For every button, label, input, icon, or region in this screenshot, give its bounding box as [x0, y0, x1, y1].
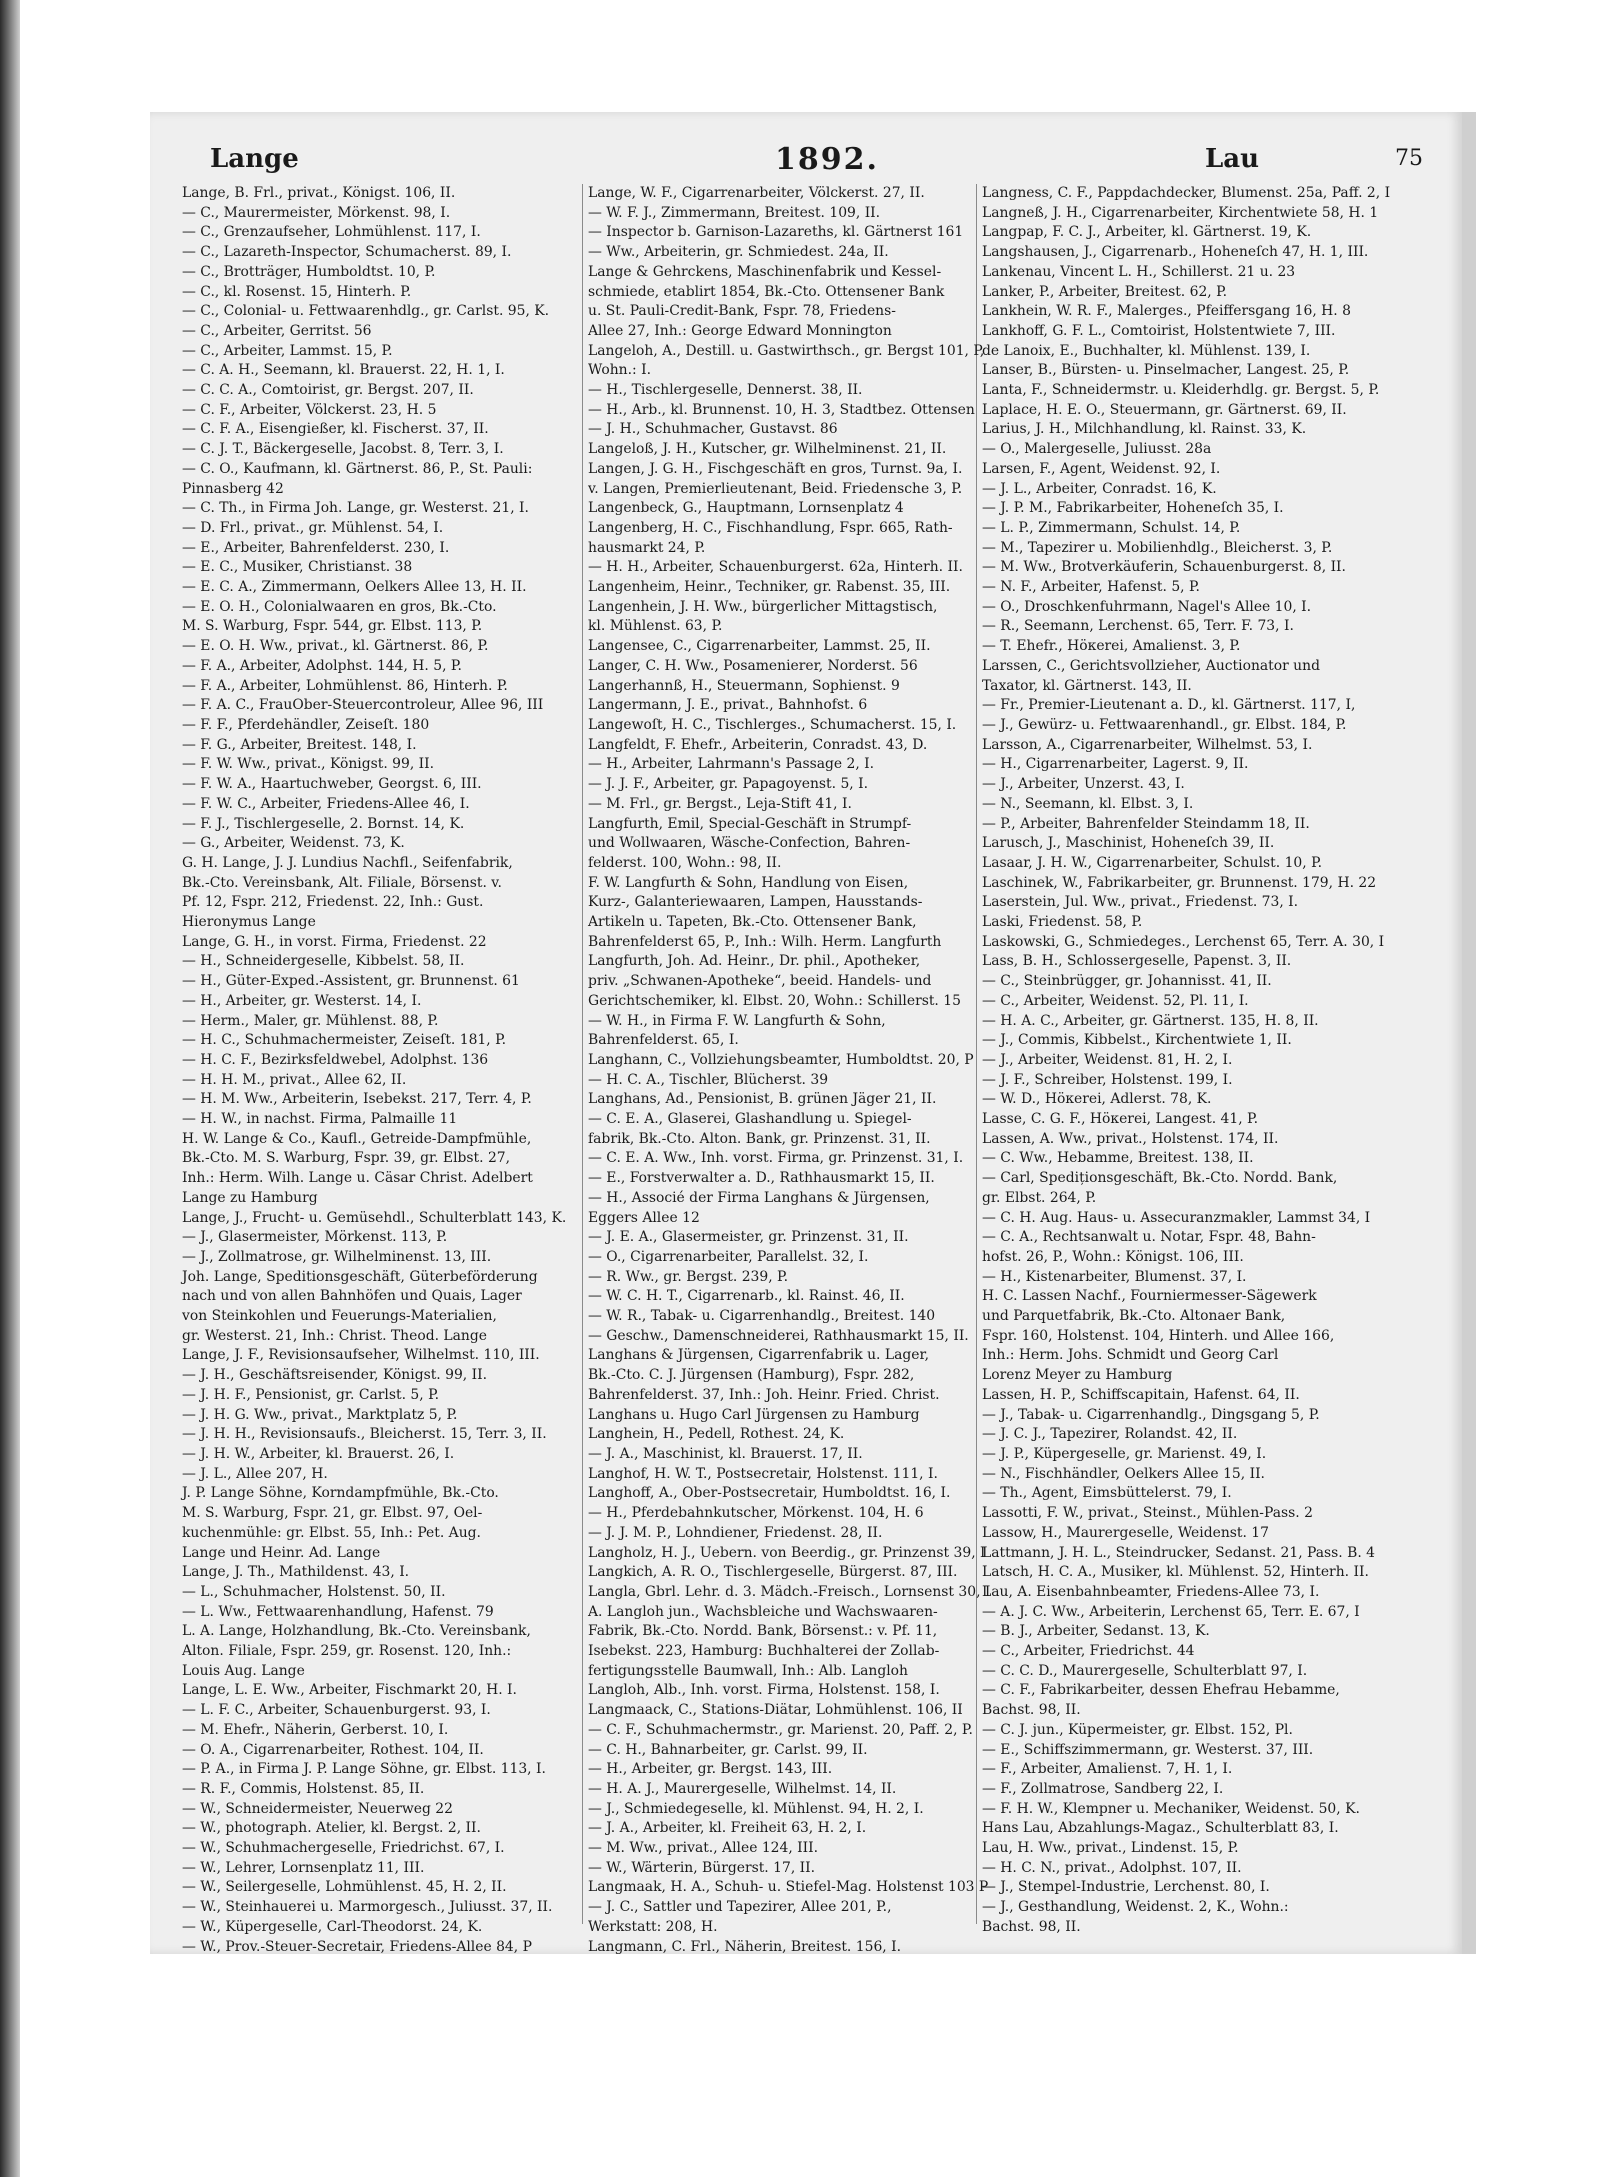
directory-entry-line: Langermann, J. E., privat., Bahnhofst. 6: [588, 697, 868, 714]
directory-entry-line: Langhans, Ad., Pensionist, B. grünen Jäger 21, II.: [588, 1091, 937, 1108]
directory-entry-line: — W. C. H. T., Cigarrenarb., kl. Rainst. 46, II.: [588, 1288, 905, 1305]
directory-entry-line: — J. H. W., Arbeiter, kl. Brauerst. 26, I.: [182, 1446, 455, 1462]
directory-entry-line: — C. Ww., Hebamme, Breitest. 138, II.: [982, 1150, 1254, 1167]
directory-entry-line: — J., Arbeiter, Unzerst. 43, I.: [982, 776, 1185, 793]
directory-entry-line: Wohn.: I.: [588, 362, 652, 379]
directory-entry-line: Langkich, A. R. O., Tischlergeselle, Bürgerst. 87, III.: [588, 1564, 958, 1581]
directory-entry-line: J. P. Lange Söhne, Korndampfmühle, Bk.-Cto.: [182, 1485, 499, 1502]
column-middle: [588, 184, 991, 1955]
directory-entry-line: — F. W. Ww., privat., Königst. 99, II.: [182, 756, 435, 773]
directory-entry-line: — F. G., Arbeiter, Breitest. 148, I.: [182, 736, 417, 753]
directory-entry-line: Lange, J. F., Revisionsaufseher, Wilhelmst. 110, III.: [182, 1347, 540, 1364]
directory-entry-line: — C., Arbeiter, Weidenst. 52, Pl. 11, I.: [982, 992, 1249, 1009]
directory-entry-line: — F. J., Tischlergeselle, 2. Bornst. 14, K.: [182, 815, 465, 832]
directory-entry-line: — J., Tabak- u. Cigarrenhandlg., Dingsgang 5, P.: [982, 1406, 1320, 1423]
directory-entry-line: — E. O. H. Ww., privat., kl. Gärtnerst. 86, P.: [182, 638, 489, 655]
directory-entry-line: Larsen, F., Agent, Weidenst. 92, I.: [982, 460, 1221, 477]
directory-entry-line: — W., Wärterin, Bürgerst. 17, II.: [588, 1859, 816, 1876]
directory-entry-line: — J. J. F., Arbeiter, gr. Papagoyenst. 5, I.: [588, 776, 869, 793]
directory-entry-line: — H., Tischlergeselle, Dennerst. 38, II.: [588, 382, 863, 399]
directory-entry-line: — J. H. H., Revisionsaufs., Bleicherst. 15, Terr. 3, II.: [182, 1426, 547, 1443]
directory-entry-line: Pf. 12, Fspr. 212, Friedenst. 22, Inh.: Gust.: [182, 894, 484, 911]
directory-entry-line: — C. A. H., Seemann, kl. Brauerst. 22, H. 1, I.: [182, 362, 505, 379]
directory-entry-line: Langewoſt, H. C., Tischlerges., Schumacherst. 15, I.: [588, 716, 957, 733]
directory-entry-line: — J. H., Geschäftsreisender, Königst. 99, II.: [182, 1367, 488, 1384]
directory-entry-line: — P., Arbeiter, Bahrenfelder Steindamm 18, II.: [982, 815, 1310, 832]
directory-entry-line: kl. Mühlenst. 63, P.: [588, 618, 723, 635]
directory-entry-line: Lattmann, J. H. L., Steindrucker, Sedanst. 21, Pass. B. 4: [982, 1544, 1375, 1561]
directory-entry-line: Werkstatt: 208, H.: [588, 1918, 718, 1935]
directory-entry-line: — J. P., Küpergeselle, gr. Marienst. 49, I.: [982, 1446, 1267, 1462]
directory-entry-line: — L. Ww., Fettwaarenhandlung, Hafenst. 79: [182, 1603, 494, 1620]
directory-entry-line: Langeloh, A., Destill. u. Gastwirthsch., gr. Bergst 101, P,: [588, 342, 985, 359]
directory-entry-line: — P. A., in Firma J. P. Lange Söhne, gr. Elbst. 113, I.: [182, 1761, 546, 1778]
directory-entry-line: Fspr. 160, Holstenst. 104, Hinterh. und Allee 166,: [982, 1327, 1335, 1344]
directory-entry-line: und Parquetfabrik, Bk.-Cto. Altonaer Bank,: [982, 1308, 1286, 1325]
directory-entry-line: — H., Arbeiter, gr. Bergst. 143, III.: [588, 1761, 833, 1778]
directory-entry-line: Lange, W. F., Cigarrenarbeiter, Völckerst. 27, II.: [588, 185, 925, 201]
scan-margin: [20, 0, 1600, 62]
directory-entry-line: — E. C., Musiker, Christianst. 38: [182, 559, 413, 576]
directory-entry-line: gr. Westerst. 21, Inh.: Christ. Theod. Lange: [182, 1327, 487, 1344]
directory-entry-line: — J., Schmiedegeselle, kl. Mühlenst. 94, H. 2, I.: [588, 1800, 924, 1817]
directory-entry-line: — C. Th., in Firma Joh. Lange, gr. Westerst. 21, I.: [182, 500, 529, 517]
directory-entry-line: Langenbeck, G., Hauptmann, Lornsenplatz 4: [588, 500, 904, 517]
directory-entry-line: — W., Prov.-Steuer-Secretair, Friedens-Allee 84, P: [182, 1938, 532, 1955]
directory-entry-line: — H., Pferdebahnkutscher, Mörkenst. 104, H. 6: [588, 1505, 924, 1522]
directory-entry-line: — H. M. Ww., Arbeiterin, Isebekst. 217, Terr. 4, P.: [182, 1091, 532, 1108]
page-header: [180, 142, 1423, 182]
directory-entry-line: Bahrenfelderst. 37, Inh.: Joh. Heinr. Fried. Christ.: [588, 1386, 940, 1403]
directory-entry-line: felderst. 100, Wohn.: 98, II.: [588, 854, 782, 871]
directory-entry-line: — H., Cigarrenarbeiter, Lagerst. 9, II.: [982, 756, 1249, 773]
directory-entry-line: — F., Zollmatrose, Sandberg 22, I.: [982, 1780, 1224, 1797]
directory-entry-line: M. S. Warburg, Fspr. 544, gr. Elbst. 113, P.: [182, 618, 483, 635]
directory-entry-line: Langfurth, Emil, Special-Geschäft in Strumpf-: [588, 815, 912, 832]
directory-entry-line: — H., Güter-Exped.-Assistent, gr. Brunnenst. 61: [182, 973, 520, 990]
directory-entry-line: priv. „Schwanen-Apotheke“, beeid. Handels- und: [588, 973, 932, 990]
directory-entry-line: Lanser, B., Bürsten- u. Pinselmacher, Langest. 25, P.: [982, 362, 1350, 379]
directory-entry-line: Gerichtschemiker, kl. Elbst. 20, Wohn.: Schillerst. 15: [588, 992, 961, 1009]
directory-entry-line: — J. H., Schuhmacher, Gustavst. 86: [588, 421, 838, 438]
directory-entry-line: — D. Frl., privat., gr. Mühlenst. 54, I.: [182, 519, 444, 536]
directory-entry-line: Langness, C. F., Pappdachdecker, Blumenst. 25a, Paff. 2, I: [982, 185, 1391, 201]
directory-entry-line: Eggers Allee 12: [588, 1209, 700, 1226]
directory-entry-line: — N., Fischhändler, Oelkers Allee 15, II.: [982, 1465, 1265, 1482]
directory-entry-line: — J. A., Arbeiter, kl. Freiheit 63, H. 2, I.: [588, 1820, 867, 1837]
directory-entry-line: v. Langen, Premierlieutenant, Beid. Friedensche 3, P.: [588, 480, 963, 497]
directory-entry-line: — H., Associé der Firma Langhans & Jürgensen,: [588, 1189, 930, 1206]
directory-entry-line: Langfeldt, F. Ehefr., Arbeiterin, Conradst. 43, D.: [588, 736, 928, 753]
directory-entry-line: — F. H. W., Klempner u. Mechaniker, Weidenst. 50, K.: [982, 1800, 1360, 1817]
directory-entry-line: Langer, C. H. Ww., Posamenierer, Norderst. 56: [588, 657, 918, 674]
directory-entry-line: — H. C., Schuhmachermeister, Zeiseſt. 181, P.: [182, 1032, 507, 1049]
directory-entry-line: — J. C., Sattler und Tapezirer, Allee 201, P.,: [588, 1899, 892, 1916]
directory-entry-line: — H. C. N., privat., Adolphst. 107, II.: [982, 1859, 1242, 1876]
directory-entry-line: — C., Grenzaufseher, Lohmühlenst. 117, I.: [182, 224, 481, 241]
directory-entry-line: — W., Schneidermeister, Neuerweg 22: [182, 1800, 453, 1817]
directory-entry-line: — R. Ww., gr. Bergst. 239, P.: [588, 1268, 788, 1285]
directory-entry-line: Langmann, C. Frl., Näherin, Breitest. 156, I.: [588, 1938, 902, 1955]
directory-entry-line: Larius, J. H., Milchhandlung, kl. Rainst. 33, K.: [982, 421, 1307, 438]
directory-entry-line: und Wollwaaren, Wäsche-Confection, Bahren-: [588, 835, 911, 852]
directory-entry-line: Lanta, F., Schneidermstr. u. Kleiderhdlg. gr. Bergst. 5, P.: [982, 382, 1380, 399]
directory-entry-line: Lange & Gehrckens, Maschinenfabrik und Kessel-: [588, 263, 942, 280]
directory-entry-line: — J. L., Arbeiter, Conradst. 16, K.: [982, 480, 1217, 497]
directory-entry-line: Langenheim, Heinr., Techniker, gr. Rabenst. 35, III.: [588, 579, 951, 596]
directory-entry-line: — C., Lazareth-Inspector, Schumacherst. 89, I.: [182, 244, 512, 261]
directory-entry-line: Louis Aug. Lange: [182, 1662, 305, 1679]
directory-entry-line: — C. F., Schuhmachermstr., gr. Marienst. 20, Paff. 2, P.: [588, 1721, 973, 1738]
directory-entry-line: — B. J., Arbeiter, Sedanst. 13, K.: [982, 1623, 1210, 1640]
directory-entry-line: Langpap, F. C. J., Arbeiter, kl. Gärtnerst. 19, K.: [982, 224, 1312, 241]
directory-entry-line: Lasaar, J. H. W., Cigarrenarbeiter, Schulst. 10, P.: [982, 854, 1323, 871]
directory-entry-line: Pinnasberg 42: [182, 480, 284, 497]
directory-entry-line: — E. O. H., Colonialwaaren en gros, Bk.-Cto.: [182, 598, 497, 615]
directory-entry-line: Lassen, A. Ww., privat., Holstenst. 174, II.: [982, 1130, 1279, 1147]
directory-entry-line: — E., Arbeiter, Bahrenfelderst. 230, I.: [182, 539, 450, 556]
directory-entry-line: Allee 27, Inh.: George Edward Monnington: [588, 322, 892, 339]
directory-entry-line: — C., Colonial- u. Fettwaarenhdlg., gr. Carlst. 95, K.: [182, 303, 550, 320]
directory-entry-line: — F. A., Arbeiter, Lohmühlenst. 86, Hinterh. P.: [182, 677, 508, 694]
directory-entry-line: Langhein, H., Pedell, Rothest. 24, K.: [588, 1426, 845, 1443]
directory-entry-line: — J. H. F., Pensionist, gr. Carlst. 5, P.: [182, 1386, 440, 1403]
directory-entry-line: — W. F. J., Zimmermann, Breitest. 109, II.: [588, 204, 881, 221]
directory-entry-line: — G., Arbeiter, Weidenst. 73, K.: [182, 835, 405, 852]
directory-entry-line: — O., Cigarrenarbeiter, Parallelst. 32, I.: [588, 1248, 869, 1265]
directory-entry-line: — H. W., in nachst. Firma, Palmaille 11: [182, 1111, 458, 1128]
directory-entry-line: kuchenmühle: gr. Elbst. 55, Inh.: Pet. Aug.: [182, 1524, 481, 1541]
directory-entry-line: — Ww., Arbeiterin, gr. Schmiedest. 24a, II.: [588, 244, 889, 261]
directory-entry-line: — Herm., Maler, gr. Mühlenst. 88, P.: [182, 1012, 439, 1029]
directory-entry-line: — W., Seilergeselle, Lohmühlenst. 45, H. 2, II.: [182, 1879, 507, 1896]
directory-entry-line: — W. H., in Firma F. W. Langfurth & Sohn,: [588, 1012, 886, 1029]
directory-entry-line: — C. C. D., Maurergeselle, Schulterblatt 97, I.: [982, 1662, 1308, 1679]
directory-entry-line: — H. A. J., Maurergeselle, Wilhelmst. 14, II.: [588, 1780, 897, 1797]
directory-entry-line: — C., Arbeiter, Gerritst. 56: [182, 322, 372, 339]
directory-entry-line: — W. D., Höкerei, Adlerst. 78, K.: [982, 1091, 1212, 1108]
directory-entry-line: — Carl, Spediționsgeschäft, Bk.-Cto. Nordd. Bank,: [982, 1170, 1338, 1187]
directory-entry-line: — J. F., Schreiber, Holstenst. 199, I.: [982, 1071, 1233, 1088]
directory-entry-line: — O. A., Cigarrenarbeiter, Rothest. 104, II.: [182, 1741, 484, 1758]
directory-entry-line: — J. J. M. P., Lohndiener, Friedenst. 28, II.: [588, 1524, 883, 1541]
directory-entry-line: gr. Elbst. 264, P.: [982, 1189, 1097, 1206]
page-number: 75: [1395, 146, 1423, 171]
directory-entry-line: F. W. Langfurth & Sohn, Handlung von Eisen,: [588, 874, 909, 891]
directory-entry-line: — Fr., Premier-Lieutenant a. D., kl. Gärtnerst. 117, I,: [982, 697, 1356, 714]
directory-entry-line: de Lanoix, E., Buchhalter, kl. Mühlenst. 139, I.: [982, 342, 1311, 359]
directory-entry-line: Langholz, H. J., Uebern. von Beerdig., gr. Prinzenst 39, I: [588, 1544, 986, 1561]
directory-entry-line: — C. J. jun., Küpermeister, gr. Elbst. 152, Pl.: [982, 1721, 1293, 1738]
directory-entry-line: — J., Commis, Kibbelst., Kirchentwiete 1, II.: [982, 1032, 1292, 1049]
directory-entry-line: Lasse, C. G. F., Höкerei, Langest. 41, P.: [982, 1111, 1258, 1128]
directory-entry-line: — C. E. A., Glaserei, Glashandlung u. Spiegel-: [588, 1111, 912, 1128]
directory-entry-line: — H., Arbeiter, Lahrmann's Passage 2, I.: [588, 756, 875, 773]
directory-entry-line: — J., Gesthandlung, Weidenst. 2, K., Wohn.:: [982, 1899, 1289, 1916]
directory-entry-line: Bachst. 98, II.: [982, 1918, 1081, 1935]
directory-entry-line: Inh.: Herm. Johs. Schmidt und Georg Carl: [982, 1347, 1279, 1364]
directory-entry-line: Alton. Filiale, Fspr. 259, gr. Rosenst. 120, Inh.:: [182, 1643, 512, 1660]
directory-entry-line: G. H. Lange, J. J. Lundius Nachfl., Seifenfabrik,: [182, 854, 513, 871]
directory-entry-line: — J. E. A., Glasermeister, gr. Prinzenst. 31, II.: [588, 1229, 909, 1246]
directory-entry-line: Lankenau, Vincent L. H., Schillerst. 21 u. 23: [982, 263, 1296, 280]
directory-entry-line: — Geschw., Damenschneiderei, Rathhausmarkt 15, II.: [588, 1327, 969, 1344]
directory-entry-line: Langhann, C., Vollziehungsbeamter, Humboldtst. 20, P: [588, 1051, 974, 1068]
directory-entry-line: — L. P., Zimmermann, Schulst. 14, P.: [982, 519, 1241, 536]
directory-entry-line: — J. L., Allee 207, H.: [182, 1465, 328, 1482]
directory-entry-line: Lassen, H. P., Schiffscapitain, Hafenst. 64, II.: [982, 1386, 1300, 1403]
directory-entry-line: — E. C. A., Zimmermann, Oelkers Allee 13, H. II.: [182, 579, 527, 596]
directory-entry-line: Bk.-Cto. M. S. Warburg, Fspr. 39, gr. Elbst. 27,: [182, 1150, 511, 1167]
directory-entry-line: Lange, J. Th., Mathildenst. 43, I.: [182, 1564, 410, 1581]
directory-entry-line: — F. F., Pferdehändler, Zeiseſt. 180: [182, 716, 430, 733]
directory-entry-line: Larsson, A., Cigarrenarbeiter, Wilhelmst. 53, I.: [982, 736, 1313, 753]
directory-entry-line: — H., Arb., kl. Brunnenst. 10, H. 3, Stadtbez. Ottensen: [588, 401, 975, 418]
directory-page: [150, 112, 1476, 1954]
directory-entry-line: — C. E. A. Ww., Inh. vorst. Firma, gr. Prinzenst. 31, I.: [588, 1150, 964, 1167]
directory-entry-line: — H., Arbeiter, gr. Westerst. 14, I.: [182, 992, 422, 1009]
directory-entry-line: Langla, Gbrl. Lehr. d. 3. Mädch.-Freisch., Lornsenst 30, I: [588, 1583, 991, 1600]
directory-entry-line: — C. H. Aug. Haus- u. Assecuranzmakler, Lammst 34, I: [982, 1209, 1371, 1226]
directory-entry-line: Hieronymus Lange: [182, 914, 316, 931]
directory-entry-line: — J., Arbeiter, Weidenst. 81, H. 2, I.: [982, 1051, 1233, 1068]
directory-entry-line: Lassow, H., Maurergeselle, Weidenst. 17: [982, 1524, 1269, 1541]
directory-entry-line: — C. J. T., Bäckergeselle, Jacobst. 8, Terr. 3, I.: [182, 441, 504, 458]
directory-entry-line: Hans Lau, Abzahlungs-Magaz., Schulterblatt 83, I.: [982, 1820, 1339, 1837]
directory-entry-line: Langneß, J. H., Cigarrenarbeiter, Kirchentwiete 58, H. 1: [982, 204, 1379, 221]
header-year: 1892.: [775, 142, 879, 177]
directory-entry-line: Lass, B. H., Schlossergeselle, Papenst. 3, II.: [982, 953, 1292, 970]
directory-entry-line: u. St. Pauli-Credit-Bank, Fspr. 78, Friedens-: [588, 303, 896, 320]
directory-entry-line: Lanker, P., Arbeiter, Breitest. 62, P.: [982, 283, 1228, 300]
directory-entry-line: Langensee, C., Cigarrenarbeiter, Lammst. 25, II.: [588, 638, 931, 655]
directory-entry-line: Bachst. 98, II.: [982, 1702, 1081, 1719]
header-right-keyword: Lau: [1205, 144, 1260, 174]
directory-entry-line: hofst. 26, P., Wohn.: Königst. 106, III.: [982, 1248, 1244, 1265]
directory-entry-line: — T. Ehefr., Höкerei, Amalienst. 3, P.: [982, 638, 1241, 655]
directory-entry-line: Taxator, kl. Gärtnerst. 143, II.: [982, 677, 1192, 694]
directory-entry-line: — H. H. M., privat., Allee 62, II.: [182, 1071, 407, 1088]
directory-entry-line: — J., Zollmatrose, gr. Wilhelminenst. 13, III.: [182, 1248, 492, 1265]
directory-entry-line: — E., Schiffszimmermann, gr. Westerst. 37, III.: [982, 1741, 1314, 1758]
directory-entry-line: Kurz-, Galanteriewaaren, Lampen, Hausstands-: [588, 894, 923, 911]
directory-entry-line: — H., Kistenarbeiter, Blumenst. 37, I.: [982, 1268, 1247, 1285]
directory-entry-line: — M. Ww., privat., Allee 124, III.: [588, 1840, 819, 1857]
directory-entry-line: — C. O., Kaufmann, kl. Gärtnerst. 86, P., St. Pauli:: [182, 460, 533, 477]
directory-entry-line: — H. A. C., Arbeiter, gr. Gärtnerst. 135, H. 8, II.: [982, 1012, 1319, 1029]
directory-entry-line: — J. C. J., Tapezirer, Rolandst. 42, II.: [982, 1426, 1238, 1443]
directory-entry-line: — M. Ehefr., Näherin, Gerberst. 10, I.: [182, 1721, 449, 1738]
directory-entry-line: H. C. Lassen Nachf., Fourniermesser-Sägewerk: [982, 1288, 1317, 1305]
directory-entry-line: — C. F. A., Eisengießer, kl. Fischerst. 37, II.: [182, 421, 489, 438]
directory-entry-line: Lau, H. Ww., privat., Lindenst. 15, P.: [982, 1840, 1239, 1857]
directory-entry-line: — J., Glasermeister, Mörkenst. 113, P.: [182, 1229, 448, 1246]
directory-entry-line: Lange zu Hamburg: [182, 1189, 318, 1206]
directory-entry-line: — C. F., Arbeiter, Völckerst. 23, H. 5: [182, 401, 437, 418]
directory-entry-line: Langshausen, J., Cigarrenarb., Hoheneſch 47, H. 1, III.: [982, 244, 1369, 261]
directory-entry-line: Artikeln u. Tapeten, Bk.-Cto. Ottensener Bank,: [588, 914, 917, 931]
directory-entry-line: Laskowski, G., Schmiedeges., Lerchenst 65, Terr. A. 30, I: [982, 933, 1385, 950]
directory-entry-line: Langen, J. G. H., Fischgeschäft en gros, Turnst. 9a, I.: [588, 460, 963, 477]
directory-entry-line: Langmaak, H. A., Schuh- u. Stiefel-Mag. Holstenst 103 P: [588, 1879, 989, 1896]
directory-entry-line: — W., Küpergeselle, Carl-Theodorst. 24, K.: [182, 1918, 483, 1935]
directory-entry-line: — C. A., Rechtsanwalt u. Notar, Fspr. 48, Bahn-: [982, 1229, 1316, 1246]
directory-entry-line: Langfurth, Joh. Ad. Heinr., Dr. phil., Apotheker,: [588, 953, 921, 970]
directory-entry-line: — C., Arbeiter, Lammst. 15, P.: [182, 342, 393, 359]
directory-entry-line: Lange, L. E. Ww., Arbeiter, Fischmarkt 20, H. I.: [182, 1682, 517, 1699]
directory-entry-line: — J., Gewürz- u. Fettwaarenhandl., gr. Elbst. 184, P.: [982, 716, 1347, 733]
directory-entry-line: — C. C. A., Comtoirist, gr. Bergst. 207, II.: [182, 382, 474, 399]
directory-entry-line: Langhans u. Hugo Carl Jürgensen zu Hamburg: [588, 1406, 920, 1423]
directory-entry-line: — H., Schneidergeselle, Kibbelst. 58, II.: [182, 953, 465, 970]
directory-entry-line: Lankhein, W. R. F., Malerges., Pfeiffersgang 16, H. 8: [982, 303, 1351, 320]
directory-entry-line: Lorenz Meyer zu Hamburg: [982, 1367, 1173, 1384]
directory-entry-line: — R. F., Commis, Holstenst. 85, II.: [182, 1780, 425, 1797]
directory-entry-line: Laschinek, W., Fabrikarbeiter, gr. Brunnenst. 179, H. 22: [982, 874, 1377, 891]
directory-entry-line: — C., kl. Rosenst. 15, Hinterh. P.: [182, 283, 412, 300]
directory-entry-line: Langhoff, A., Ober-Postsecretair, Humboldtst. 16, I.: [588, 1485, 951, 1502]
directory-entry-line: Laski, Friedenst. 58, P.: [982, 914, 1143, 931]
directory-entry-line: fertigungsstelle Baumwall, Inh.: Alb. Langloh: [588, 1662, 908, 1679]
directory-entry-line: Laserstein, Jul. Ww., privat., Friedenst. 73, I.: [982, 894, 1299, 911]
directory-entry-line: — M., Tapezirer u. Mobilienhdlg., Bleicherst. 3, P.: [982, 539, 1333, 556]
directory-entry-line: Lange, G. H., in vorst. Firma, Friedenst. 22: [182, 933, 487, 950]
directory-entry-line: — L., Schuhmacher, Holstenst. 50, II.: [182, 1583, 446, 1600]
directory-entry-line: — J., Stempel-Industrie, Lerchenst. 80, I.: [982, 1879, 1270, 1896]
directory-entry-line: — W., Lehrer, Lornsenplatz 11, III.: [182, 1859, 425, 1876]
directory-entry-line: — Inspector b. Garnison-Lazareths, kl. Gärtnerst 161: [588, 224, 964, 241]
directory-entry-line: — F. A., Arbeiter, Adolphst. 144, H. 5, P.: [182, 657, 462, 674]
directory-entry-line: — L. F. C., Arbeiter, Schauenburgerst. 93, I.: [182, 1702, 491, 1719]
directory-entry-line: fabrik, Bk.-Cto. Alton. Bank, gr. Prinzenst. 31, II.: [588, 1130, 931, 1147]
directory-entry-line: Lange und Heinr. Ad. Lange: [182, 1544, 381, 1561]
directory-entry-line: Larusch, J., Maschinist, Hoheneſch 39, II.: [982, 835, 1275, 852]
directory-entry-line: — C., Brotträger, Humboldtst. 10, P.: [182, 263, 436, 280]
header-left-keyword: Lange: [210, 144, 299, 174]
directory-entry-line: hausmarkt 24, P.: [588, 539, 706, 556]
directory-entry-line: Langloh, Alb., Inh. vorst. Firma, Holstenst. 158, I.: [588, 1682, 940, 1699]
directory-entry-line: A. Langloh jun., Wachsbleiche und Wachswaaren-: [588, 1603, 938, 1620]
directory-entry-line: Fabrik, Bk.-Cto. Nordd. Bank, Börsenst.: v. Pf. 11,: [588, 1623, 938, 1640]
directory-entry-line: H. W. Lange & Co., Kaufl., Getreide-Dampfmühle,: [182, 1130, 532, 1147]
directory-entry-line: Langhans & Jürgensen, Cigarrenfabrik u. Lager,: [588, 1347, 930, 1364]
directory-entry-line: — R., Seemann, Lerchenst. 65, Terr. F. 73, I.: [982, 618, 1294, 635]
directory-entry-line: — O., Malergeselle, Juliusst. 28a: [982, 441, 1212, 458]
directory-entry-line: Larssen, C., Gerichtsvollzieher, Auctionator und: [982, 657, 1320, 674]
directory-entry-line: — M. Ww., Brotverkäuferin, Schauenburgerst. 8, II.: [982, 559, 1346, 576]
directory-entry-line: Langeloß, J. H., Kutscher, gr. Wilhelminenst. 21, II.: [588, 441, 947, 458]
directory-entry-line: — C., Steinbrügger, gr. Johannisst. 41, II.: [982, 973, 1272, 990]
directory-entry-line: — H. C. F., Bezirksfeldwebel, Adolphst. 136: [182, 1051, 489, 1068]
directory-entry-line: L. A. Lange, Holzhandlung, Bk.-Cto. Vereinsbank,: [182, 1623, 531, 1640]
directory-entry-line: — N., Seemann, kl. Elbst. 3, I.: [982, 795, 1194, 812]
directory-entry-line: — W. R., Tabak- u. Cigarrenhandlg., Breitest. 140: [588, 1308, 936, 1325]
directory-entry-line: nach und von allen Bahnhöfen und Quais, Lager: [182, 1288, 522, 1305]
directory-entry-line: — J. P. M., Fabrikarbeiter, Hoheneſch 35, I.: [982, 500, 1284, 517]
directory-entry-line: — F. W. A., Haartuchweber, Georgst. 6, III.: [182, 776, 482, 793]
directory-entry-line: Langenberg, H. C., Fischhandlung, Fspr. 665, Rath-: [588, 519, 953, 536]
directory-entry-line: Langmaack, C., Stations-Diätar, Lohmühlenst. 106, II: [588, 1702, 963, 1719]
directory-entry-line: Langerhannß, H., Steuermann, Sophienst. 9: [588, 677, 900, 694]
directory-entry-line: Inh.: Herm. Wilh. Lange u. Cäsar Christ. Adelbert: [182, 1170, 533, 1187]
directory-entry-line: Laplace, H. E. O., Steuermann, gr. Gärtnerst. 69, II.: [982, 401, 1347, 418]
directory-entry-line: — C., Maurermeister, Mörkenst. 98, I.: [182, 204, 451, 221]
scan-edge: [0, 0, 20, 2177]
directory-entry-line: Lange, J., Frucht- u. Gemüsehdl., Schulterblatt 143, K.: [182, 1209, 567, 1226]
directory-entry-line: Bk.-Cto. C. J. Jürgensen (Hamburg), Fspr. 282,: [588, 1367, 915, 1384]
directory-entry-line: — W., photograph. Atelier, kl. Bergst. 2, II.: [182, 1820, 481, 1837]
directory-entry-line: Lange, B. Frl., privat., Königst. 106, II.: [182, 185, 456, 201]
directory-entry-line: — C. F., Fabrikarbeiter, dessen Ehefrau Hebamme,: [982, 1682, 1340, 1699]
directory-entry-line: schmiede, etablirt 1854, Bk.-Cto. Ottensener Bank: [588, 283, 945, 300]
directory-entry-line: Lassotti, F. W., privat., Steinst., Mühlen-Pass. 2: [982, 1505, 1313, 1522]
directory-entry-line: — Th., Agent, Eimsbüttelerst. 79, I.: [982, 1485, 1232, 1502]
directory-entry-line: — A. J. C. Ww., Arbeiterin, Lerchenst 65, Terr. E. 67, I: [982, 1603, 1360, 1620]
directory-entry-line: — F., Arbeiter, Amalienst. 7, H. 1, I.: [982, 1761, 1233, 1778]
directory-entry-line: — C. H., Bahnarbeiter, gr. Carlst. 99, II.: [588, 1741, 868, 1758]
column-divider: [582, 184, 583, 1924]
directory-entry-line: — H. C. A., Tischler, Blücherst. 39: [588, 1071, 829, 1088]
directory-entry-line: Langhof, H. W. T., Postsecretair, Holstenst. 111, I.: [588, 1465, 938, 1482]
directory-entry-line: Lau, A. Eisenbahnbeamter, Friedens-Allee 73, I.: [982, 1583, 1320, 1600]
directory-entry-line: — J. A., Maschinist, kl. Brauerst. 17, II.: [588, 1446, 863, 1462]
directory-entry-line: — F. W. C., Arbeiter, Friedens-Allee 46, I.: [182, 795, 470, 812]
directory-entry-line: — O., Droschkenfuhrmann, Nagel's Allee 10, I.: [982, 598, 1312, 615]
directory-entry-line: — N. F., Arbeiter, Hafenst. 5, P.: [982, 579, 1200, 596]
directory-entry-line: Bahrenfelderst 65, P., Inh.: Wilh. Herm. Langfurth: [588, 933, 942, 950]
directory-entry-line: — H. H., Arbeiter, Schauenburgerst. 62a, Hinterh. II.: [588, 559, 963, 576]
directory-entry-line: Joh. Lange, Speditionsgeschäft, Güterbeförderung: [182, 1268, 538, 1285]
column-right: [982, 184, 1391, 1935]
directory-entry-line: — M. Frl., gr. Bergst., Leja-Stift 41, I.: [588, 795, 852, 812]
directory-entry-line: M. S. Warburg, Fspr. 21, gr. Elbst. 97, Oel-: [182, 1505, 483, 1522]
directory-entry-line: — E., Forstverwalter a. D., Rathhausmarkt 15, II.: [588, 1170, 935, 1187]
directory-entry-line: Bahrenfelderst. 65, I.: [588, 1032, 739, 1049]
directory-entry-line: — W., Schuhmachergeselle, Friedrichst. 67, I.: [182, 1840, 505, 1857]
directory-entry-line: Lankhoff, G. F. L., Comtoirist, Holstentwiete 7, III.: [982, 322, 1336, 339]
directory-entry-line: — W., Steinhauerei u. Marmorgesch., Juliusst. 37, II.: [182, 1899, 553, 1916]
directory-entry-line: Isebekst. 223, Hamburg: Buchhalterei der Zollab-: [588, 1643, 940, 1660]
directory-entry-line: — F. A. C., FrauOber-Steuercontroleur, Allee 96, III: [182, 697, 544, 714]
directory-entry-line: Langenhein, J. H. Ww., bürgerlicher Mittagstisch,: [588, 598, 938, 615]
directory-entry-line: — C., Arbeiter, Friedrichst. 44: [982, 1643, 1195, 1660]
column-left: [182, 184, 580, 1955]
directory-entry-line: Latsch, H. C. A., Musiker, kl. Mühlenst. 52, Hinterh. II.: [982, 1564, 1369, 1581]
directory-entry-line: — J. H. G. Ww., privat., Marktplatz 5, P.: [182, 1406, 458, 1423]
directory-entry-line: Bk.-Cto. Vereinsbank, Alt. Filiale, Börsenst. v.: [182, 874, 502, 891]
directory-entry-line: von Steinkohlen und Feuerungs-Materialien,: [182, 1308, 497, 1325]
